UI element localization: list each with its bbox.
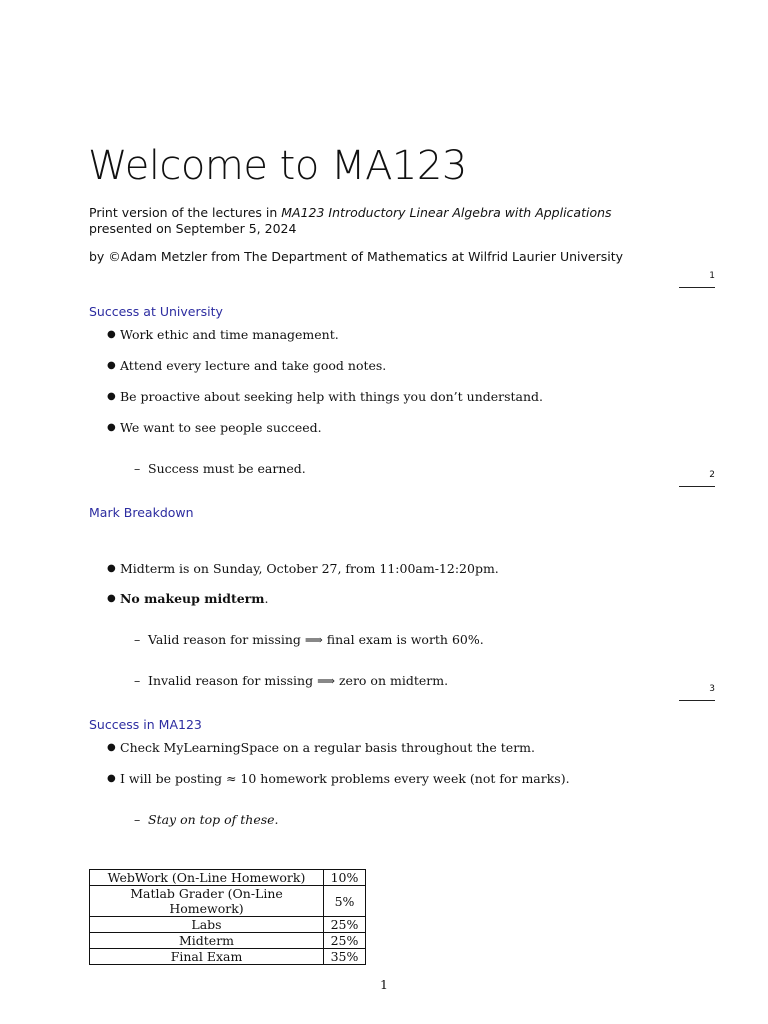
course-name: MA123 Introductory Linear Algebra with Applications [281, 205, 612, 220]
print-version-note [89, 205, 612, 237]
sub-list-item: Invalid reason for missing ⟹ zero on midterm. [148, 673, 449, 688]
table-row [90, 949, 366, 965]
sub-list-item: Success must be earned. [148, 461, 306, 476]
weight-cell: 25% [324, 933, 366, 949]
bullet-icon: ● [107, 773, 116, 784]
bullet-icon: ● [107, 329, 116, 340]
frame-marker [679, 271, 715, 288]
list-item: We want to see people succeed. [120, 420, 322, 435]
weight-cell: 5% [324, 886, 366, 917]
list-item: Be proactive about seeking help with things you don’t understand. [120, 389, 544, 404]
bullet-icon: ● [107, 422, 116, 433]
table-row [90, 886, 366, 917]
weight-cell: 10% [324, 870, 366, 886]
presented-date: presented on September 5, 2024 [89, 221, 297, 236]
bold-text: No makeup midterm [120, 591, 265, 606]
page-number: 1 [380, 977, 388, 992]
frame-marker [679, 684, 715, 701]
dash-icon: – [134, 812, 141, 827]
component-cell: Matlab Grader (On-Line Homework) [90, 886, 324, 917]
sub-list-item: Stay on top of these. [148, 812, 279, 827]
list-item [120, 591, 268, 607]
print-prefix: Print version of the lectures in [89, 205, 282, 220]
weight-cell: 35% [324, 949, 366, 965]
frame-marker [679, 470, 715, 487]
table-row [90, 917, 366, 933]
component-cell: Final Exam [90, 949, 324, 965]
frame-number: 1 [709, 271, 715, 281]
frame-number: 2 [709, 470, 715, 480]
section-title: Mark Breakdown [89, 505, 194, 520]
table-row [90, 870, 366, 886]
component-cell: WebWork (On-Line Homework) [90, 870, 324, 886]
sub-list-item: Valid reason for missing ⟹ final exam is worth 60%. [148, 632, 484, 647]
mark-breakdown-table [89, 869, 366, 965]
document-title: Welcome to MA123 [88, 143, 467, 189]
list-item: I will be posting ≈ 10 homework problems every week (not for marks). [120, 771, 570, 786]
punctuation: . [264, 591, 269, 606]
bullet-icon: ● [107, 360, 116, 371]
list-item: Check MyLearningSpace on a regular basis throughout the term. [120, 740, 536, 755]
author-byline: by ©Adam Metzler from The Department of Mathematics at Wilfrid Laurier University [89, 249, 624, 264]
weight-cell: 25% [324, 917, 366, 933]
list-item: Attend every lecture and take good notes. [120, 358, 387, 373]
component-cell: Midterm [90, 933, 324, 949]
section-title: Success in MA123 [89, 717, 202, 732]
component-cell: Labs [90, 917, 324, 933]
section-title: Success at University [89, 304, 223, 319]
table-row [90, 933, 366, 949]
list-item: Midterm is on Sunday, October 27, from 11:00am-12:20pm. [120, 561, 499, 576]
dash-icon: – [134, 461, 141, 476]
bullet-icon: ● [107, 391, 116, 402]
bullet-icon: ● [107, 593, 116, 604]
bullet-icon: ● [107, 563, 116, 574]
dash-icon: – [134, 673, 141, 688]
dash-icon: – [134, 632, 141, 647]
bullet-icon: ● [107, 742, 116, 753]
frame-number: 3 [709, 684, 715, 694]
list-item: Work ethic and time management. [120, 327, 339, 342]
